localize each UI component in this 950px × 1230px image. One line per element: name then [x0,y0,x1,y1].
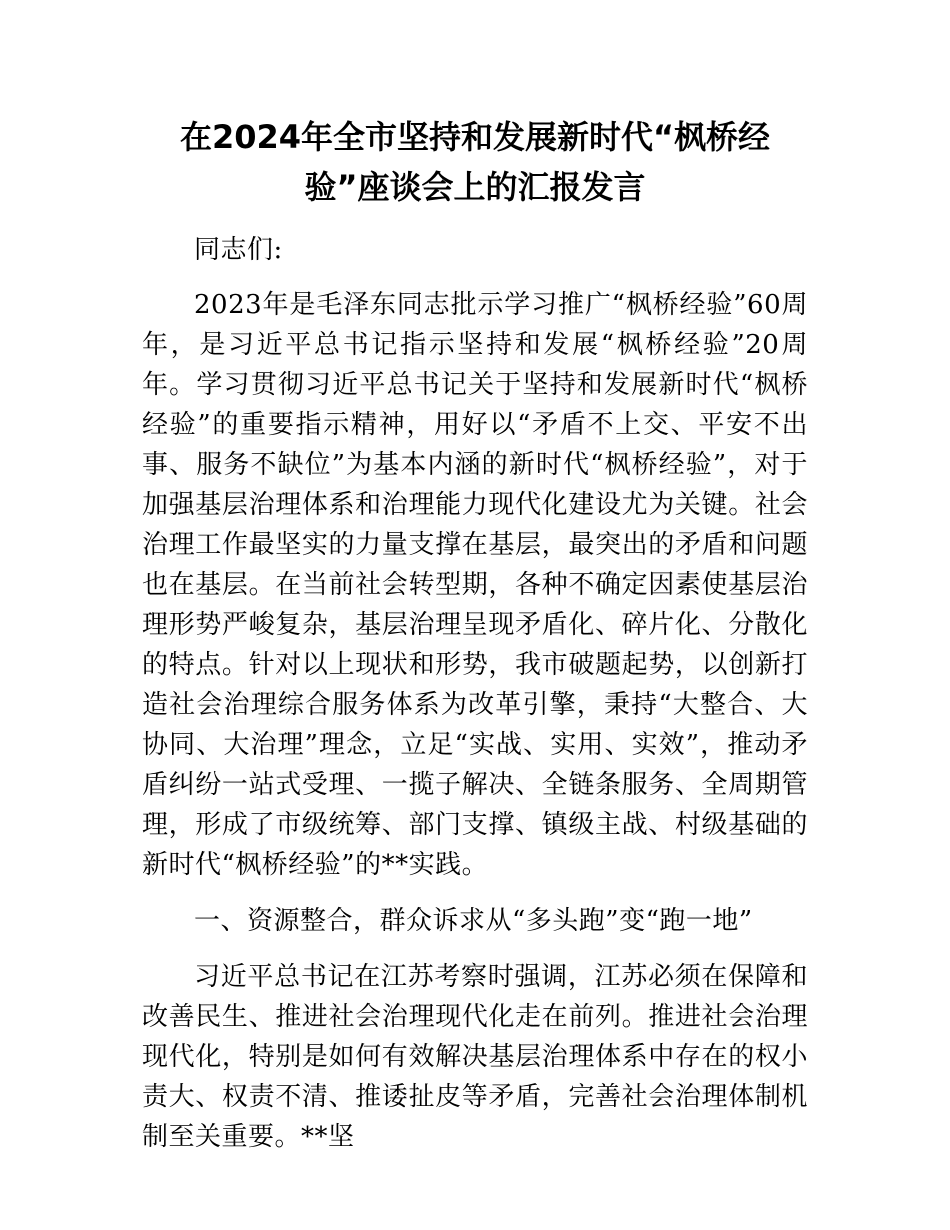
document-body [142,230,808,1173]
intro-paragraph: 2023年是毛泽东同志批示学习推广“枫桥经验”60周年，是习近平总书记指示坚持和发展“枫桥经验”20周年。学习贯彻习近平总书记关于坚持和发展新时代“枫桥经验”的重要指示精神，用好以“矛盾不上交、平安不出事、服务不缺位”为基本内涵的新时代“枫桥经验”，对于加强基层治理体系和治理能力现代化建设尤为关键。社会治理工作最坚实的力量支撑在基层，最突出的矛盾和问题也在基层。在当前社会转型期，各种不确定因素使基层治理形势严峻复杂，基层治理呈现矛盾化、碎片化、分散化的特点。针对以上现状和形势，我市破题起势，以创新打造社会治理综合服务体系为改革引擎，秉持“大整合、大协同、大治理”理念，立足“实战、实用、实效”，推动矛盾纠纷一站式受理、一揽子解决、全链条服务、全周期管理，形成了市级统筹、部门支撑、镇级主战、村级基础的新时代“枫桥经验”的**实践。 [142,290,808,880]
document-title: 在2024年全市坚持和发展新时代“枫桥经验”座谈会上的汇报发言 [179,118,771,206]
section-heading: 一、资源整合，群众诉求从“多头跑”变“跑一地” [194,906,753,936]
section-paragraph: 习近平总书记在江苏考察时强调，江苏必须在保障和改善民生、推进社会治理现代化走在前列。推进社会治理现代化，特别是如何有效解决基层治理体系中存在的权小责大、权责不清、推诿扯皮等矛盾，完善社会治理体制机制至关重要。**坚 [142,962,808,1152]
salutation: 同志们: [194,235,283,265]
